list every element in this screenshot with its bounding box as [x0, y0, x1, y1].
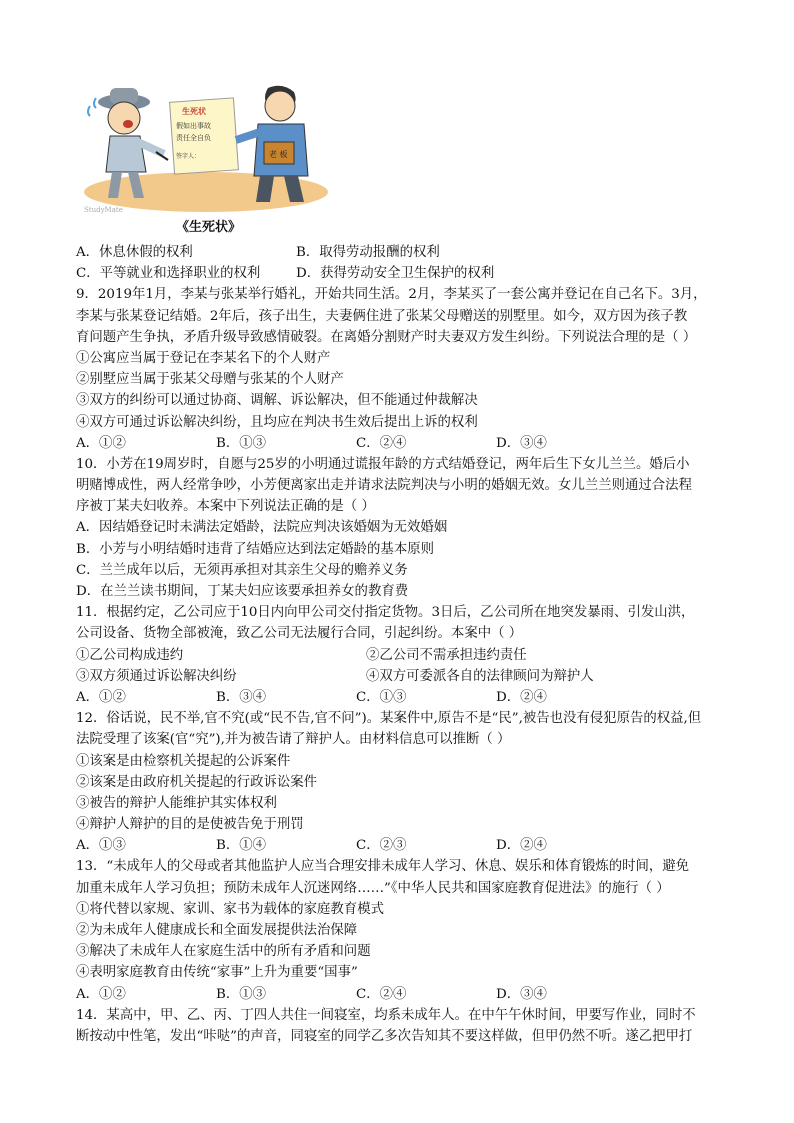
q9-stem-line: 育问题产生争执，矛盾升级导致感情破裂。在离婚分割财产时夫妻双方发生纠纷。下列说法合理的是（ ） [76, 329, 697, 345]
q10-stem-line: 10．小芳在19周岁时，自愿与25岁的小明通过谎报年龄的方式结婚登记，两年后生下女儿兰兰。婚后小 [76, 456, 690, 472]
cartoon-caption: 《生死状》 [176, 220, 242, 235]
q8-option-d: D．获得劳动安全卫生保护的权利 [296, 266, 495, 282]
q8-option-a: A．休息休假的权利 [76, 245, 193, 260]
q13-option: A．①② [76, 986, 126, 1002]
q11-option: A．①② [76, 689, 126, 705]
q13-option: D．③④ [496, 986, 547, 1002]
q8-options-row-2 [76, 263, 724, 284]
q12-item: ④辩护人辩护的目的是使被告免于刑罚 [76, 817, 304, 833]
paper-line-1: 假如出事故 [176, 122, 211, 130]
question-content [76, 242, 724, 1047]
q11-item: ②乙公司不需承担违约责任 [366, 647, 527, 663]
boss-label: 老 板 [269, 150, 288, 159]
q13-item: ③解决了未成年人在家庭生活中的所有矛盾和问题 [76, 944, 371, 960]
q13-item: ④表明家庭教育由传统“家事”上升为重要“国事” [76, 965, 358, 981]
q13-stem-line: 加重未成年人学习负担；预防未成年人沉迷网络……”《中华人民共和国家庭教育促进法》的施行（ ） [76, 880, 670, 896]
q9-item: ①公寓应当属于登记在李某名下的个人财产 [76, 350, 331, 366]
q11-stem-line: 公司设备、货物全部被淹，致乙公司无法履行合同，引起纠纷。本案中（ ） [76, 626, 523, 642]
q9-options [76, 433, 724, 454]
q13-option: B．①③ [216, 986, 267, 1002]
q8-option-c: C．平等就业和选择职业的权利 [76, 266, 261, 282]
q10-stem-line: 明赌博成性，两人经常争吵，小芳便离家出走并请求法院判决与小明的婚姻无效。女儿兰兰则通过合法程 [76, 478, 692, 494]
paper-sign-line: 签字人： [176, 153, 201, 160]
q11-item: ④双方可委派各自的法律顾问为辩护人 [366, 668, 594, 684]
q12-option: D．②④ [496, 838, 547, 854]
paper-title: 生死状 [182, 106, 206, 116]
watermark: StudyMate [84, 206, 123, 214]
q9-stem-line: 李某与张某登记结婚。2年后，孩子出生，夫妻俩住进了张某父母赠送的别墅里。如今，双方因为孩子教 [76, 308, 688, 324]
q9-option: B．①③ [216, 435, 267, 451]
q11-option: B．③④ [216, 689, 267, 705]
q9-option: C．②④ [356, 435, 407, 451]
contract-paper [170, 98, 239, 174]
q11-options [76, 687, 724, 708]
cartoon-illustration [76, 80, 336, 216]
q10-option: D．在兰兰读书期间，丁某夫妇应该要承担养女的教育费 [76, 584, 409, 599]
q13-item: ①将代替以家规、家训、家书为载体的家庭教育模式 [76, 901, 384, 917]
q12-option: B．①④ [216, 838, 267, 854]
q11-item: ①乙公司构成违约 [76, 647, 184, 663]
q10-option: A．因结婚登记时未满法定婚龄，法院应判决该婚姻为无效婚姻 [76, 520, 448, 536]
q12-item: ③被告的辩护人能维护其实体权利 [76, 795, 277, 811]
q11-item: ③双方须通过诉讼解决纠纷 [76, 668, 237, 684]
q9-stem-line: 9．2019年1月，李某与张某举行婚礼，开始共同生活。2月，李某买了一套公寓并登记在自己名下。3月， [76, 287, 707, 303]
paper-line-2: 责任全自负 [176, 134, 211, 142]
q9-option: A．①② [76, 435, 126, 451]
q12-item: ①该案是由检察机关提起的公诉案件 [76, 753, 291, 769]
q8-option-b: B．取得劳动报酬的权利 [296, 245, 440, 260]
q12-option: A．①③ [76, 838, 126, 854]
q14-stem-line: 断按动中性笔，发出“咔哒”的声音，同寝室的同学乙多次告知其不要这样做，但甲仍然不听。遂乙把甲打 [76, 1028, 693, 1044]
q10-option: C．兰兰成年以后，无须再承担对其亲生父母的赡养义务 [76, 562, 408, 578]
q10-option: B．小芳与小明结婚时违背了结婚应达到法定婚龄的基本原则 [76, 541, 434, 557]
q11-option: C．①③ [356, 689, 407, 705]
q11-items-row-1 [76, 645, 724, 666]
q13-options [76, 984, 724, 1005]
q13-item: ②为未成年人健康成长和全面发展提供法治保障 [76, 923, 358, 938]
q12-item: ②该案是由政府机关提起的行政诉讼案件 [76, 774, 318, 790]
q11-option: D．②④ [496, 689, 547, 705]
q10-stem-line: 序被丁某夫妇收养。本案中下列说法正确的是（ ） [76, 499, 375, 515]
q14-stem-line: 14．某高中，甲、乙、丙、丁四人共住一间寝室，均系未成年人。在中午午休时间，甲要写作业，同时不 [76, 1007, 696, 1023]
q8-options-row-1 [76, 242, 724, 263]
q9-item: ④双方可通过诉讼解决纠纷，且均应在判决书生效后提出上诉的权利 [76, 414, 478, 430]
q11-stem-line: 11．根据约定，乙公司应于10日内向甲公司交付指定货物。3日后，乙公司所在地突发暴雨、引发山洪， [76, 605, 695, 621]
q12-options [76, 835, 724, 856]
q13-option: C．②④ [356, 986, 407, 1002]
q9-option: D．③④ [496, 435, 547, 451]
q12-stem-line: 12．俗话说，民不举,官不究(或“民不告,官不问”)。某案件中,原告不是“民”,被告也没有侵犯原告的权益,但 [76, 711, 702, 727]
q11-items-row-2 [76, 666, 724, 687]
q12-option: C．②③ [356, 838, 407, 854]
q13-stem-line: 13．“未成年人的父母或者其他监护人应当合理安排未成年人学习、休息、娱乐和体育锻炼的时间，避免 [76, 859, 690, 875]
q9-item: ②别墅应当属于张某父母赠与张某的个人财产 [76, 372, 344, 388]
q12-stem-line: 法院受理了该案(官“究”),并为被告请了辩护人。由材料信息可以推断（ ） [76, 732, 511, 748]
q9-item: ③双方的纠纷可以通过协商、调解、诉讼解决，但不能通过仲裁解决 [76, 393, 478, 409]
